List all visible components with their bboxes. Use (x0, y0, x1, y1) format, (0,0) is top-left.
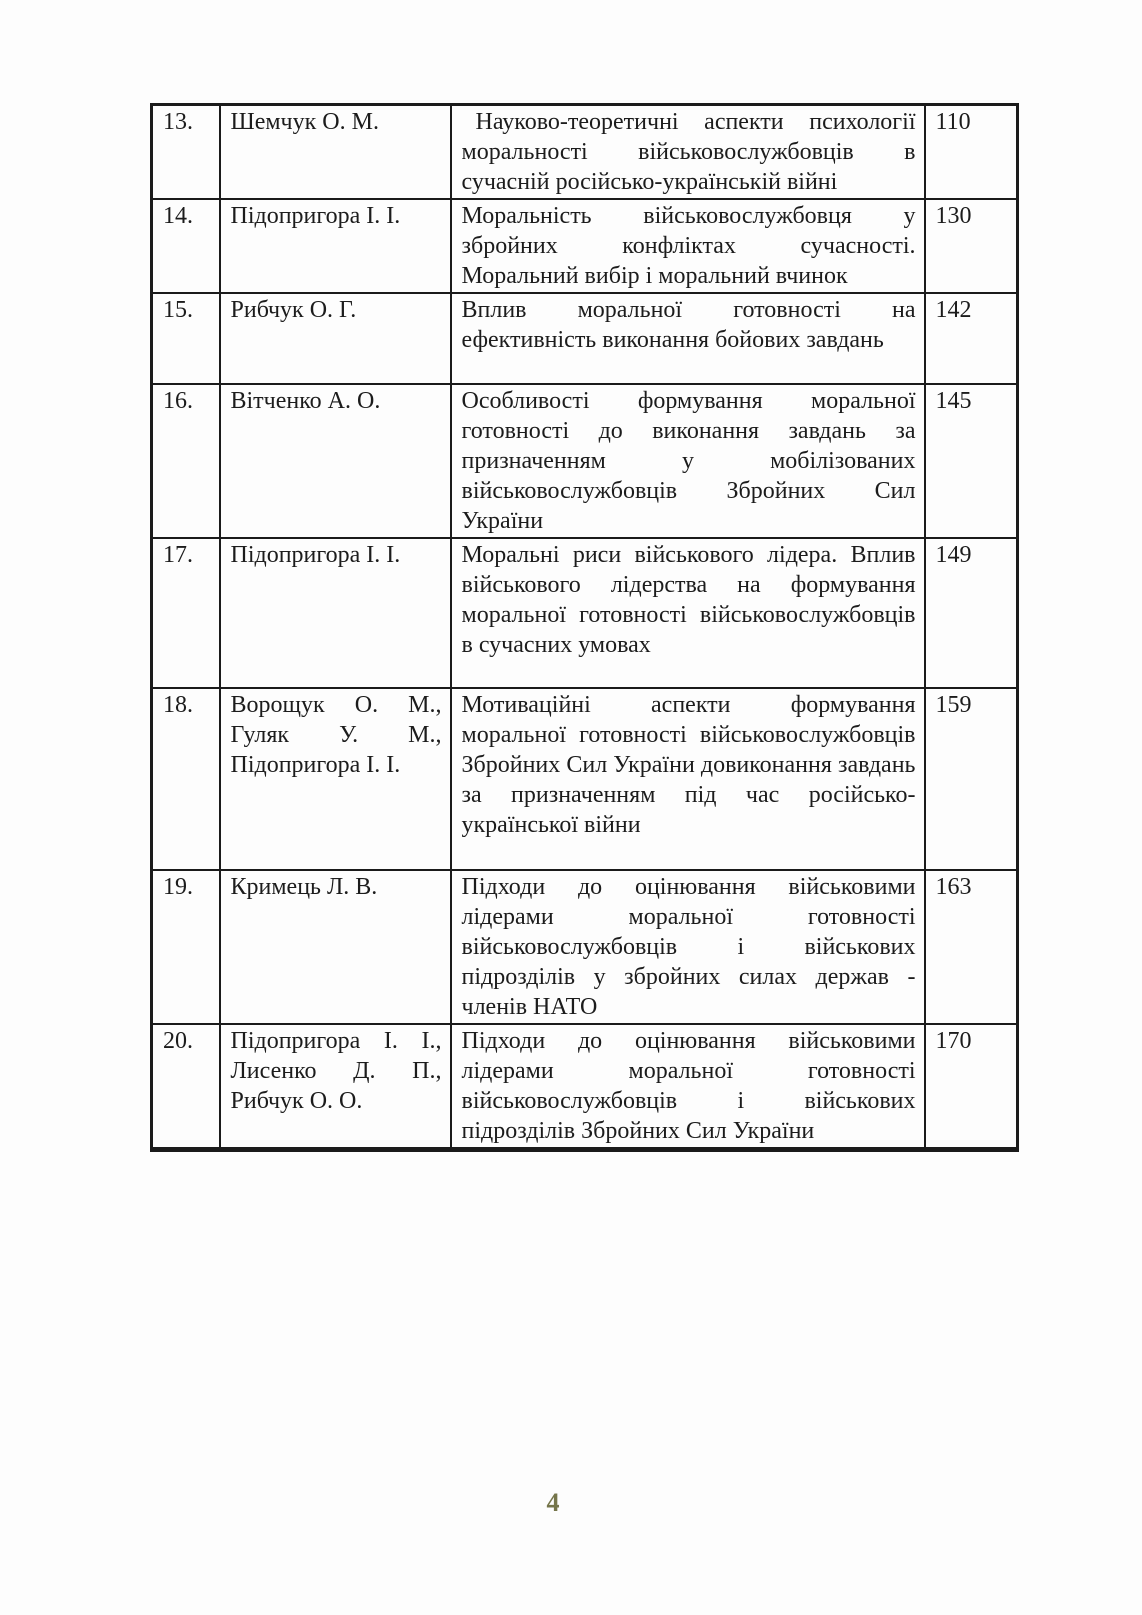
table-row (152, 384, 1018, 538)
row-authors: Підопригора І. І., Лисенко Д. П., Рибчук О. О. (220, 1024, 451, 1150)
table-row (152, 1024, 1018, 1150)
row-page: 110 (925, 105, 1018, 200)
row-page: 142 (925, 293, 1018, 384)
table-row (152, 199, 1018, 293)
row-authors: Підопригора І. І. (220, 538, 451, 688)
row-title: Особливості формування моральної готовності до виконання завдань за призначенням у мобілізованих військовослужбовців Збройних Сил України (451, 384, 925, 538)
row-authors: Підопригора І. І. (220, 199, 451, 293)
row-page: 170 (925, 1024, 1018, 1150)
table-of-contents (150, 103, 1019, 1152)
table-row (152, 105, 1018, 200)
row-authors: Рибчук О. Г. (220, 293, 451, 384)
row-number: 15. (152, 293, 220, 384)
row-number: 13. (152, 105, 220, 200)
row-authors: Ворощук О. М., Гуляк У. М., Підопригора І. І. (220, 688, 451, 870)
table-row (152, 870, 1018, 1024)
row-title: Мотиваційні аспекти формування моральної готовності військовослужбовців Збройних Сил України довиконання завдань за призначенням під час російсько-української війни (451, 688, 925, 870)
row-page: 149 (925, 538, 1018, 688)
row-title: Підходи до оцінювання військовими лідерами моральної готовності військовослужбовців і військових підрозділів Збройних Сил України (451, 1024, 925, 1150)
page-number: 4 (546, 1488, 560, 1517)
row-page: 145 (925, 384, 1018, 538)
row-number: 20. (152, 1024, 220, 1150)
row-page: 130 (925, 199, 1018, 293)
row-page: 159 (925, 688, 1018, 870)
row-number: 14. (152, 199, 220, 293)
row-number: 18. (152, 688, 220, 870)
table-row (152, 688, 1018, 870)
row-number: 16. (152, 384, 220, 538)
row-authors: Шемчук О. М. (220, 105, 451, 200)
row-page: 163 (925, 870, 1018, 1024)
row-number: 17. (152, 538, 220, 688)
row-title: Підходи до оцінювання військовими лідерами моральної готовності військовослужбовців і військових підрозділів у збройних силах держав - членів НАТО (451, 870, 925, 1024)
row-title: Моральність військовослужбовця у збройних конфліктах сучасності. Моральний вибір і моральний вчинок (451, 199, 925, 293)
row-authors: Кримець Л. В. (220, 870, 451, 1024)
row-title: Моральні риси військового лідера. Вплив військового лідерства на формування моральної готовності військовослужбовців в сучасних умовах (451, 538, 925, 688)
table-row (152, 293, 1018, 384)
row-authors: Вітченко А. О. (220, 384, 451, 538)
row-title: Науково-теоретичні аспекти психології моральності військовослужбовців в сучасній російсько-українській війні (451, 105, 925, 200)
row-number: 19. (152, 870, 220, 1024)
row-title: Вплив моральної готовності на ефективність виконання бойових завдань (451, 293, 925, 384)
table-row (152, 538, 1018, 688)
